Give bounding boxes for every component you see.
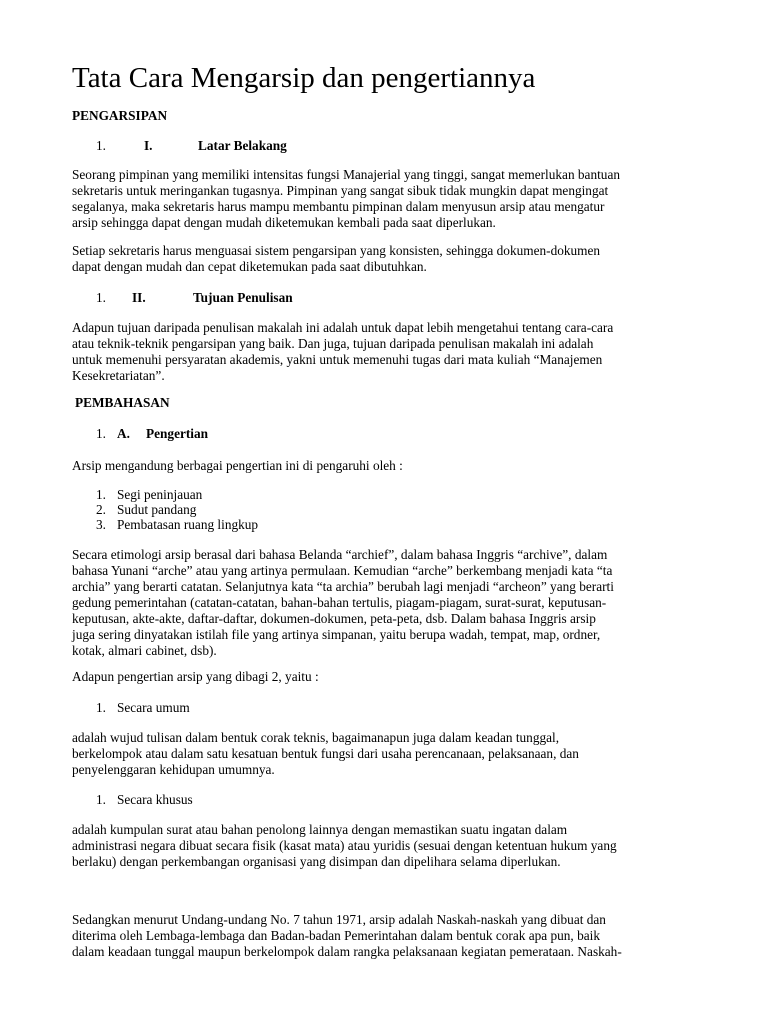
heading-pembahasan: PEMBAHASAN	[75, 395, 170, 410]
paragraph-secara-khusus	[72, 822, 617, 870]
paragraph-line: juga sering dinyatakan istilah file yang artinya simpanan, yaitu berupa wadah, tempat, map, ordner,	[72, 627, 601, 642]
paragraph-line: bahasa Yunani “arche” atau yang artinya permulaan. Kemudian “arche” berkembang menjadi kata “ta	[72, 563, 613, 578]
section-number: 1.	[96, 290, 106, 305]
list-text: Secara umum	[117, 700, 190, 715]
list-number: 1.	[96, 792, 106, 807]
section-number: 1.	[96, 426, 106, 441]
paragraph-line: keputusan, akte-akte, daftar-daftar, dokumen-dokumen, peta-peta, dsb. Dalam bahasa Inggris arsip	[72, 611, 596, 626]
list-text: Segi peninjauan	[117, 487, 203, 502]
list-number: 2.	[96, 502, 106, 517]
list-number: 1.	[96, 487, 106, 502]
section-label: Latar Belakang	[198, 138, 287, 153]
paragraph-secara-umum	[72, 730, 579, 778]
paragraph-line: atau teknik-teknik pengarsipan yang baik. Dan juga, tujuan daripada penulisan makalah ini adalah	[72, 336, 594, 351]
paragraph-line: Sedangkan menurut Undang-undang No. 7 tahun 1971, arsip adalah Naskah-naskah yang dibuat dan	[72, 912, 606, 927]
paragraph-line: Kesekretariatan”.	[72, 368, 165, 383]
paragraph-line: arsip sehingga dapat dengan mudah diketemukan kembali pada saat diperlukan.	[72, 215, 496, 230]
paragraph-line: gedung pemerintahan (catatan-catatan, bahan-bahan tertulis, piagam-piagam, surat-surat, keputusan-	[72, 595, 607, 610]
section-label: Tujuan Penulisan	[193, 290, 293, 305]
paragraph-line: dapat dengan mudah dan cepat diketemukan pada saat dibutuhkan.	[72, 259, 427, 274]
paragraph-line: adalah wujud tulisan dalam bentuk corak teknis, bagaimanapun juga dalam keadan tunggal,	[72, 730, 560, 745]
paragraph-undang-undang	[72, 912, 622, 960]
paragraph-line: segalanya, maka sekretaris harus mampu membantu pimpinan dalam menyusun arsip atau mengatur	[72, 199, 605, 214]
paragraph-line: berlaku) dengan perkembangan organisasi yang disimpan dan dipelihara selama diperlukan.	[72, 854, 561, 869]
list-number: 3.	[96, 517, 106, 532]
list-number: 1.	[96, 700, 106, 715]
paragraph-etimologi	[72, 547, 614, 659]
paragraph-line: berkelompok atau dalam satu kesatuan bentuk fungsi dari usaha perencanaan, pelaksanaan, dan	[72, 746, 579, 761]
document-title: Tata Cara Mengarsip dan pengertiannya	[72, 62, 536, 94]
paragraph-latar-belakang-2	[72, 243, 600, 275]
section-number: 1.	[96, 138, 106, 153]
list-pengaruh	[0, 487, 600, 535]
paragraph-line: Setiap sekretaris harus menguasai sistem pengarsipan yang konsisten, sehingga dokumen-dokumen	[72, 243, 601, 258]
paragraph-line: penyelenggaran kehidupan umumnya.	[72, 762, 275, 777]
paragraph-line: sekretaris untuk meringankan tugasnya. Pimpinan yang sangat sibuk tidak mungkin dapat mengingat	[72, 183, 609, 198]
paragraph-line: Secara etimologi arsip berasal dari bahasa Belanda “archief”, dalam bahasa Inggris “archive”, dalam	[72, 547, 608, 562]
paragraph-line: diterima oleh Lembaga-lembaga dan Badan-badan Pemerintahan dalam bentuk corak apa pun, baik	[72, 928, 600, 943]
list-text: Secara khusus	[117, 792, 193, 807]
section-label: Pengertian	[146, 426, 209, 441]
list-text: Sudut pandang	[117, 502, 197, 517]
paragraph-line: kotak, almari cabinet, dsb).	[72, 643, 217, 658]
paragraph-line: dalam keadaan tunggal maupun berkelompok dalam rangka pelaksanaan kegiatan pemerataan. Naskah-	[72, 944, 622, 959]
paragraph-line: Seorang pimpinan yang memiliki intensitas fungsi Manajerial yang tinggi, sangat memerlukan bantuan	[72, 167, 621, 182]
heading-pengarsipan: PENGARSIPAN	[72, 108, 168, 123]
paragraph-line: untuk memenuhi persyaratan akademis, yakni untuk memenuhi tugas dari mata kuliah “Manajemen	[72, 352, 603, 367]
paragraph-line: administrasi negara dibuat secara fisik (kasat mata) atau yuridis (sesuai dengan ketentuan hukum yang	[72, 838, 617, 853]
paragraph-tujuan	[72, 320, 613, 384]
paragraph-dibagi-dua: Adapun pengertian arsip yang dibagi 2, yaitu :	[72, 669, 319, 684]
paragraph-latar-belakang-1	[72, 167, 620, 231]
list-text: Pembatasan ruang lingkup	[117, 517, 259, 532]
paragraph-pengertian-intro: Arsip mengandung berbagai pengertian ini di pengaruhi oleh :	[72, 458, 403, 473]
section-roman: II.	[132, 290, 146, 305]
section-roman: I.	[144, 138, 153, 153]
paragraph-line: archia” yang berarti catatan. Selanjutnya kata “ta archia” berubah lagi menjadi “archeon” yang berarti	[72, 579, 614, 594]
paragraph-line: adalah kumpulan surat atau bahan penolong lainnya dengan memastikan suatu ingatan dalam	[72, 822, 568, 837]
paragraph-line: Adapun tujuan daripada penulisan makalah ini adalah untuk dapat lebih mengetahui tentang cara-cara	[72, 320, 614, 335]
section-letter: A.	[117, 426, 130, 441]
